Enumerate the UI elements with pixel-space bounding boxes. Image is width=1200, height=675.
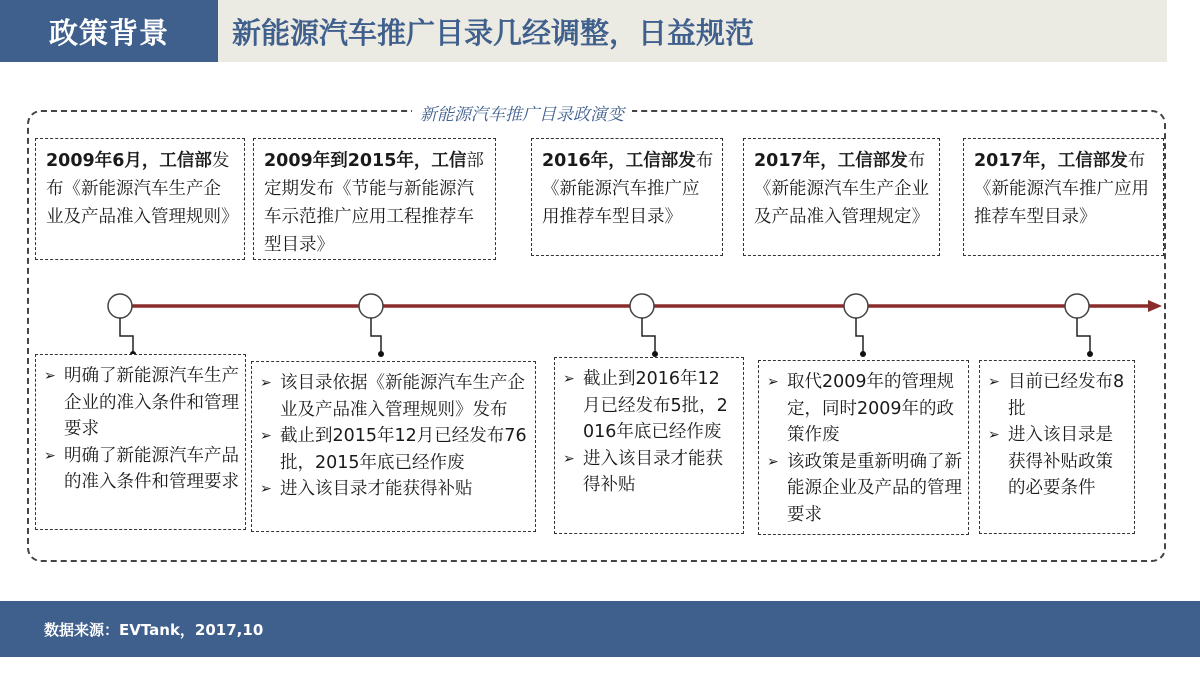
bullet-item — [563, 446, 737, 499]
bullet-arrow-icon: ➢ — [767, 374, 779, 390]
bullet-text: 进入该目录是获得补贴政策的必要条件 — [1008, 425, 1113, 498]
bullet-list — [260, 370, 529, 503]
bullet-list — [563, 366, 737, 499]
bullet-item — [260, 370, 529, 423]
bullet-text: 进入该目录才能获得补贴 — [583, 448, 723, 495]
bullet-item — [988, 422, 1128, 502]
event-year: 2017年，工信部发 — [754, 151, 908, 171]
timeline-node-5 — [1065, 294, 1093, 357]
footer-source — [0, 601, 1200, 657]
bullet-item — [260, 476, 529, 503]
timeline-node-3 — [630, 294, 658, 357]
bullet-item — [563, 366, 737, 446]
bullet-item — [767, 449, 962, 529]
detail-box-1 — [35, 354, 246, 530]
detail-box-4 — [758, 360, 969, 535]
bullet-arrow-icon: ➢ — [44, 447, 56, 464]
bullet-item — [767, 369, 962, 449]
bullet-item — [44, 443, 239, 496]
event-year: 2016年，工信部发 — [542, 151, 696, 171]
bullet-text: 进入该目录才能获得补贴 — [280, 479, 473, 499]
section-label: 政策背景 — [0, 0, 218, 62]
bullet-list — [767, 369, 962, 528]
bullet-text: 截止到2016年12月已经发布5批，2016年底已经作废 — [583, 369, 728, 442]
bullet-text: 该政策是重新明确了新能源企业及产品的管理要求 — [787, 451, 962, 525]
event-desc: 布《新能源汽车推广应用推荐车型目录》 — [542, 151, 714, 227]
event-desc: 发布《新能源汽车生产企业及产品准入管理规则》 — [46, 151, 239, 227]
bullet-arrow-icon: ➢ — [563, 371, 575, 387]
timeline-node-1 — [108, 294, 136, 357]
bullet-arrow-icon: ➢ — [767, 453, 779, 470]
event-year: 2017年，工信部发 — [974, 151, 1128, 171]
event-year: 2009年到2015年，工信 — [264, 151, 467, 171]
bullet-text: 该目录依据《新能源汽车生产企业及产品准入管理规则》发布 — [280, 373, 525, 420]
bullet-list — [44, 363, 239, 496]
bullet-text: 目前已经发布8批 — [1008, 372, 1125, 419]
event-year: 2009年6月，工信部 — [46, 151, 212, 171]
bullet-arrow-icon: ➢ — [260, 481, 272, 497]
page-title-text: 新能源汽车推广目录几经调整，日益规范 — [232, 15, 755, 50]
detail-box-2 — [251, 361, 536, 532]
bullet-arrow-icon: ➢ — [44, 368, 56, 384]
bullet-item — [44, 363, 239, 443]
bullet-text: 明确了新能源汽车生产企业的准入条件和管理要求 — [64, 366, 239, 439]
bullet-text: 明确了新能源汽车产品的准入条件和管理要求 — [64, 445, 239, 492]
source-text: 数据来源：EVTank，2017,10 — [44, 620, 264, 639]
bullet-text: 截止到2015年12月已经发布76批，2015年底已经作废 — [280, 426, 527, 473]
timeline-frame-label: 新能源汽车推广目录政演变 — [412, 100, 632, 125]
event-desc: 部定期发布《节能与新能源汽车示范推广应用工程推荐车型目录》 — [264, 151, 484, 255]
detail-box-3 — [554, 357, 744, 534]
bullet-text: 取代2009年的管理规定，同时2009年的政策作废 — [787, 372, 955, 445]
bullet-arrow-icon: ➢ — [260, 375, 272, 391]
bullet-list — [988, 369, 1128, 502]
timeline-node-2 — [359, 294, 384, 357]
bullet-arrow-icon: ➢ — [988, 374, 1000, 390]
timeline-node-4 — [844, 294, 868, 357]
bullet-arrow-icon: ➢ — [988, 427, 1000, 443]
bullet-arrow-icon: ➢ — [260, 428, 272, 444]
bullet-item — [988, 369, 1128, 422]
detail-box-5 — [979, 360, 1135, 534]
bullet-arrow-icon: ➢ — [563, 450, 575, 467]
event-desc: 布《新能源汽车生产企业及产品准入管理规定》 — [754, 151, 929, 227]
bullet-item — [260, 423, 529, 476]
timeline-arrowhead — [1148, 300, 1162, 312]
event-desc: 布《新能源汽车推广应用推荐车型目录》 — [974, 151, 1149, 227]
